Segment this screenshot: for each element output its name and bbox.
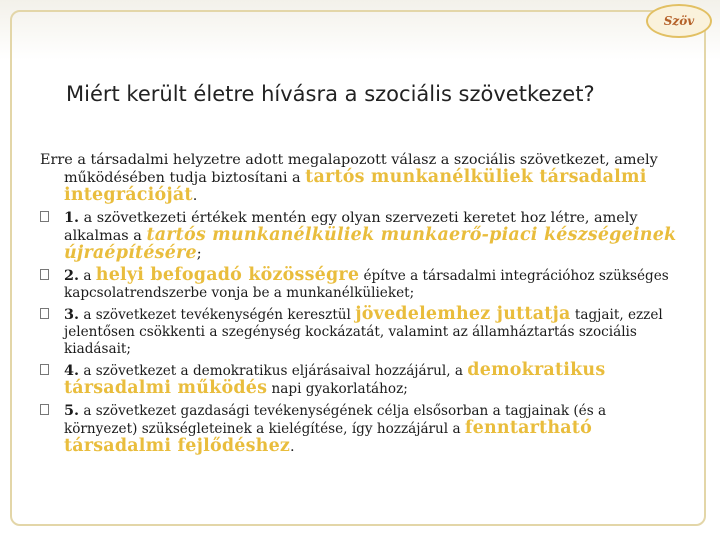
list-item-5 [40, 402, 680, 456]
item-highlight: fenntartható társadalmi fejlődéshez [64, 418, 592, 456]
list-item-2 [40, 267, 680, 302]
list-item-4 [40, 362, 680, 398]
item-highlight: helyi befogadó közösségre [95, 265, 360, 285]
item-text: a [79, 268, 96, 284]
list-item-1 [40, 209, 680, 263]
intro-text: Erre a társadalmi helyzetre adott megalapozott válasz a szociális szövetkezet, amely működésében tudja biztosítani a [40, 152, 658, 186]
intro-end: . [192, 188, 198, 204]
item-text: a szövetkezeti értékek mentén egy olyan szervezeti keretet hoz létre, amely alkalmas a [64, 210, 638, 244]
item-number: 4. [64, 362, 80, 379]
item-number: 1. [64, 209, 80, 226]
intro-highlight: tartós munkanélküliek társadalmi integrációját [64, 167, 647, 205]
item-text: a szövetkezet tevékenységén keresztül [79, 307, 356, 323]
checkbox-bullet-icon [40, 308, 49, 319]
item-highlight: jövedelemhez juttatja [355, 304, 571, 324]
item-highlight: demokratikus társadalmi működés [64, 360, 606, 398]
logo [646, 4, 712, 38]
item-text: a szövetkezet a demokratikus eljárásaival hozzájárul, a [79, 363, 468, 379]
checkbox-bullet-icon [40, 404, 49, 415]
list-item-3 [40, 306, 680, 358]
item-end: ; [196, 246, 202, 262]
item-end: . [290, 439, 295, 455]
logo-text: Szöv [663, 14, 695, 28]
checkbox-bullet-icon [40, 211, 49, 222]
item-highlight: tartós munkanélküliek munkaerő-piaci készségeinek újraépítésére [64, 225, 677, 263]
item-end: napi gyakorlatához; [267, 381, 408, 397]
checkbox-bullet-icon [40, 269, 49, 280]
item-end: tagjait, ezzel jelentősen csökkenti a szegénység kockázatát, valamint az államháztartás szociális kiadásait; [64, 307, 663, 357]
slide-title: Miért került életre hívásra a szociális szövetkezet? [66, 82, 595, 106]
item-number: 3. [64, 306, 80, 323]
item-number: 5. [64, 402, 80, 419]
intro-paragraph [40, 152, 680, 205]
checkbox-bullet-icon [40, 364, 49, 375]
item-number: 2. [64, 267, 80, 284]
item-end: építve a társadalmi integrációhoz szükséges kapcsolatrendszerbe vonja be a munkanélkülieket; [64, 268, 669, 301]
item-text: a szövetkezet gazdasági tevékenységének célja elsősorban a tagjainak (és a környezet) szükségleteinek a kielégítése, így hozzájárul a [64, 403, 607, 437]
slide-body [40, 152, 680, 458]
